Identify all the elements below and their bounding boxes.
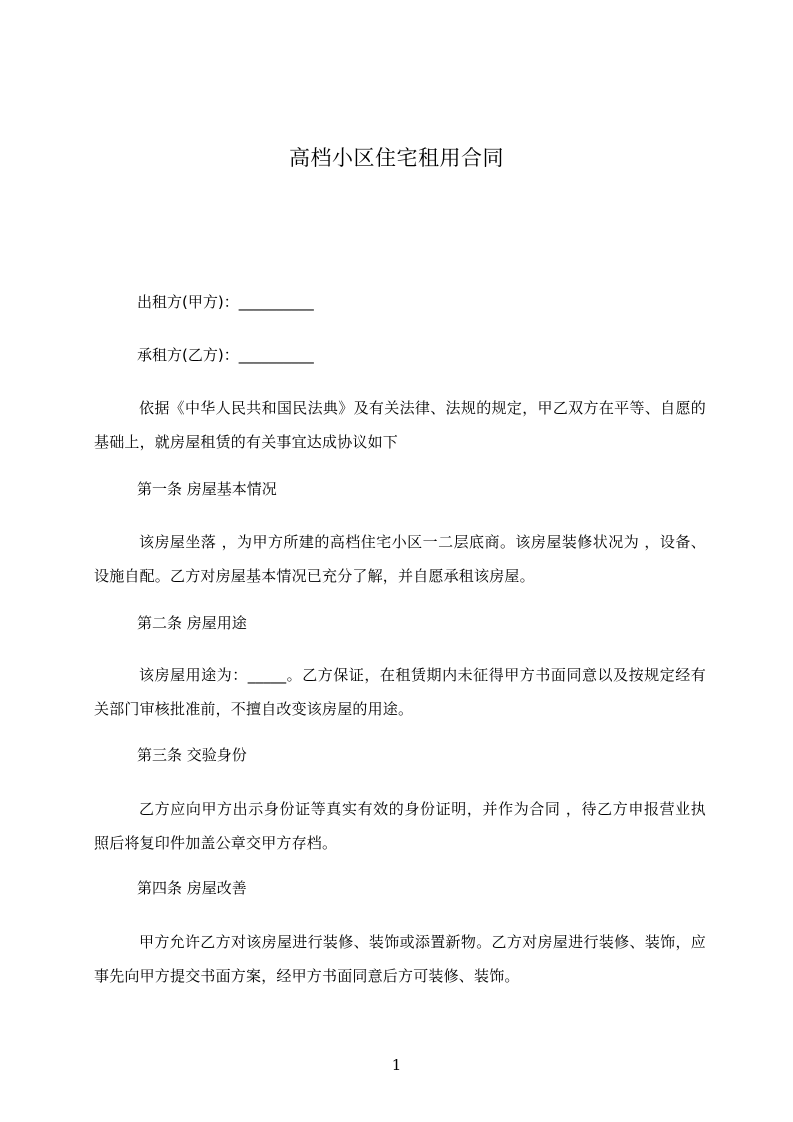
- lessor-line: 出租方(甲方)：__________: [137, 293, 314, 311]
- article-3-body: 乙方应向甲方出示身份证等真实有效的身份证明，并作为合同 ，待乙方申报营业执照后将复印件加盖公章交甲方存档。: [94, 800, 706, 852]
- article-1-heading: 第一条 房屋基本情况: [137, 480, 277, 498]
- article-4-body: 甲方允许乙方对该房屋进行装修、装饰或添置新物。乙方对房屋进行装修、装饰，应事先向甲方提交书面方案，经甲方书面同意后方可装修、装饰。: [94, 933, 706, 985]
- page-number: 1: [391, 1056, 402, 1074]
- article-2-heading: 第二条 房屋用途: [137, 614, 247, 632]
- article-3-heading: 第三条 交验身份: [137, 746, 247, 764]
- preamble-paragraph: 依据《中华人民共和国民法典》及有关法律、法规的规定，甲乙双方在平等、自愿的基础上，就房屋租赁的有关事宜达成协议如下: [94, 399, 706, 451]
- article-1-body: 该房屋坐落 ，为甲方所建的高档住宅小区一二层底商。该房屋装修状况为 ，设备、设施自配。乙方对房屋基本情况已充分了解，并自愿承租该房屋。: [94, 533, 706, 585]
- document-title: 高档小区住宅租用合同: [289, 146, 504, 170]
- article-2-body: 该房屋用途为：_____。乙方保证，在租赁期内未征得甲方书面同意以及按规定经有关部门审核批准前，不擅自改变该房屋的用途。: [94, 666, 706, 718]
- lessee-line: 承租方(乙方)：__________: [137, 346, 314, 364]
- article-4-heading: 第四条 房屋改善: [137, 879, 247, 897]
